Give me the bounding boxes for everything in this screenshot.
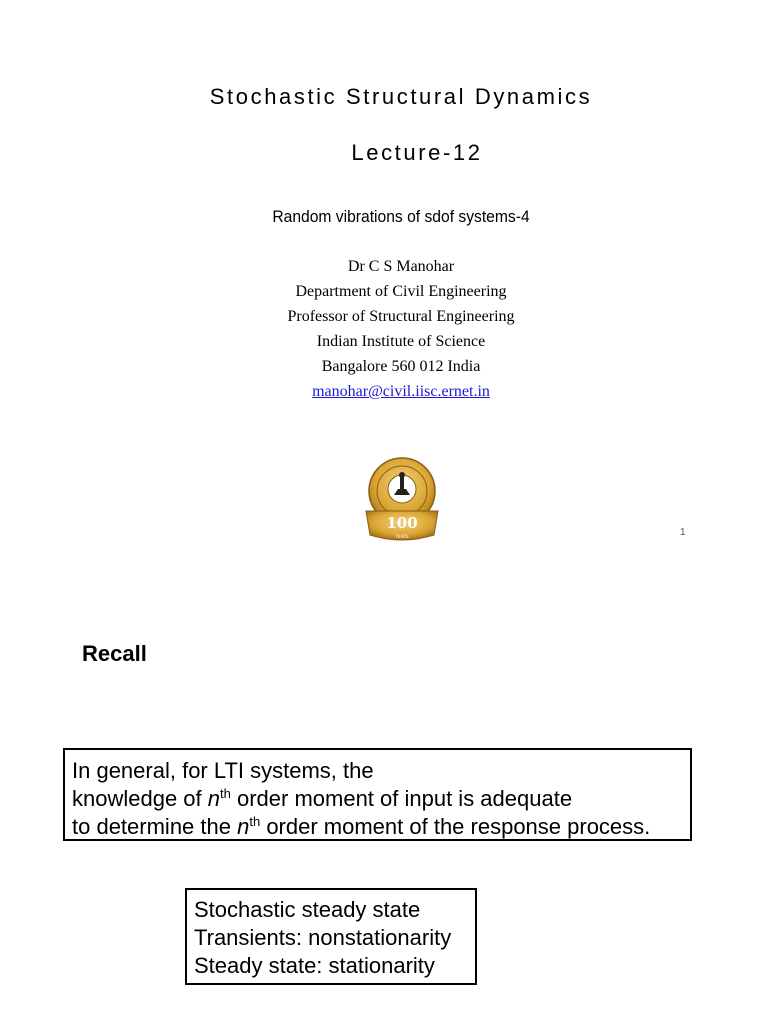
box2-line1: Stochastic steady state [194,897,421,922]
author-position: Professor of Structural Engineering [287,308,515,325]
course-title: Stochastic Structural Dynamics [209,84,593,109]
n-variable: n [207,786,221,811]
n-variable: n [237,814,250,839]
author-address: Bangalore 560 012 India [321,358,481,375]
th-superscript: th [249,814,261,829]
lti-moment-box [63,748,692,841]
author-department: Department of Civil Engineering [295,283,507,300]
iisc-centenary-logo [358,455,446,543]
box2-line3: Steady state: stationarity [194,953,435,978]
lecture-title: Lecture-12 [351,140,483,165]
box1-line1: In general, for LTI systems, the [72,758,374,783]
steady-state-box [185,888,477,985]
box1-line2: knowledge of $n^{th}$ order moment of input is adequate [72,786,573,811]
box2-line2: Transients: nonstationarity [194,925,452,950]
author-name: Dr C S Manohar [347,258,455,275]
logo-number: 100 [386,514,418,532]
logo-years: YEARS [395,534,409,539]
author-email-link[interactable]: manohar@civil.iisc.ernet.in [312,383,490,400]
th-superscript: th [220,786,231,801]
lecture-subtitle: Random vibrations of sdof systems-4 [272,207,530,226]
box1-line3: to determine the $n^{th}$ order moment of the response process. [72,814,651,839]
author-info [0,254,768,404]
page-number: 1 [680,527,686,538]
author-institute: Indian Institute of Science [316,333,486,350]
recall-heading: Recall [82,641,147,666]
